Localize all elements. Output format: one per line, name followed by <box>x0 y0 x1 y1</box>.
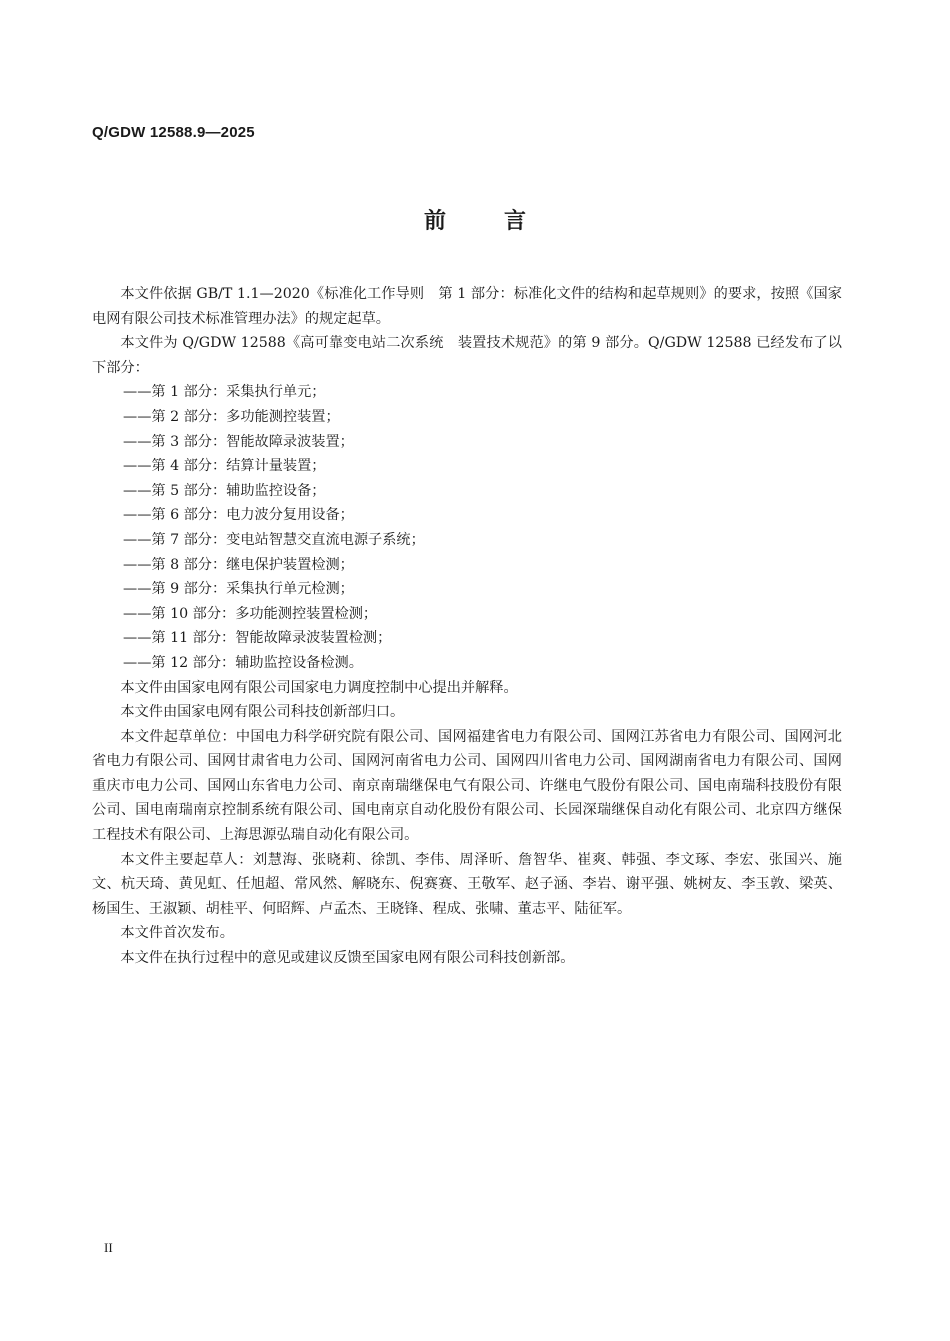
parts-list <box>92 380 842 675</box>
document-code: Q/GDW 12588.9—2025 <box>92 124 255 141</box>
list-item: ——第 10 部分：多功能测控装置检测； <box>123 605 378 622</box>
list-item: ——第 7 部分：变电站智慧交直流电源子系统； <box>123 531 425 548</box>
list-item: ——第 5 部分：辅助监控设备； <box>123 482 326 499</box>
page-number: II <box>104 1240 113 1255</box>
list-item: ——第 3 部分：智能故障录波装置； <box>123 433 354 450</box>
feedback-paragraph: 本文件在执行过程中的意见或建议反馈至国家电网有限公司科技创新部。 <box>120 950 575 967</box>
responsible-paragraph: 本文件由国家电网有限公司科技创新部归口。 <box>120 704 405 721</box>
list-item: ——第 8 部分：继电保护装置检测； <box>123 556 354 573</box>
drafters-paragraph: 本文件主要起草人：刘慧海、张晓莉、徐凯、李伟、周泽昕、詹智华、崔爽、韩强、李文琢、李宏、张国兴、施文、杭天琦、黄见虹、任旭超、常风然、解晓东、倪赛赛、王敬军、赵子涵、李岩、谢平强、姚树友、李玉敦、梁英、杨国生、王淑颖、胡桂平、何昭辉、卢孟杰、王晓锋、程成、张啸、董志平、陆征军。 <box>92 851 842 917</box>
list-item: ——第 1 部分：采集执行单元； <box>123 384 326 401</box>
page-title: 前言 <box>423 209 584 234</box>
drafting-units-paragraph: 本文件起草单位：中国电力科学研究院有限公司、国网福建省电力有限公司、国网江苏省电力有限公司、国网河北省电力有限公司、国网甘肃省电力公司、国网河南省电力公司、国网四川省电力公司、国网湖南省电力有限公司、国网重庆市电力公司、国网山东省电力公司、南京南瑞继保电气有限公司、许继电气股份有限公司、国电南瑞科技股份有限公司、国电南瑞南京控制系统有限公司、国电南京自动化股份有限公司、长园深瑞继保自动化有限公司、北京四方继保工程技术有限公司、上海思源弘瑞自动化有限公司。 <box>92 728 842 844</box>
proposer-paragraph: 本文件由国家电网有限公司国家电力调度控制中心提出并解释。 <box>120 679 518 696</box>
list-item: ——第 9 部分：采集执行单元检测； <box>123 581 354 598</box>
intro-paragraph: 本文件依据 GB/T 1.1—2020《标准化工作导则 第 1 部分：标准化文件的结构和起草规则》的要求，按照《国家电网有限公司技术标准管理办法》的规定起草。 <box>92 286 842 327</box>
list-item: ——第 12 部分：辅助监控设备检测。 <box>123 654 363 671</box>
list-item: ——第 6 部分：电力波分复用设备； <box>123 507 354 524</box>
document-body <box>92 282 842 971</box>
intro-paragraph: 本文件为 Q/GDW 12588《高可靠变电站二次系统 装置技术规范》的第 9 部分。Q/GDW 12588 已经发布了以下部分： <box>92 335 842 376</box>
list-item: ——第 11 部分：智能故障录波装置检测； <box>123 630 392 647</box>
list-item: ——第 2 部分：多功能测控装置； <box>123 408 340 425</box>
list-item: ——第 4 部分：结算计量装置； <box>123 458 326 475</box>
first-release-paragraph: 本文件首次发布。 <box>120 925 234 942</box>
